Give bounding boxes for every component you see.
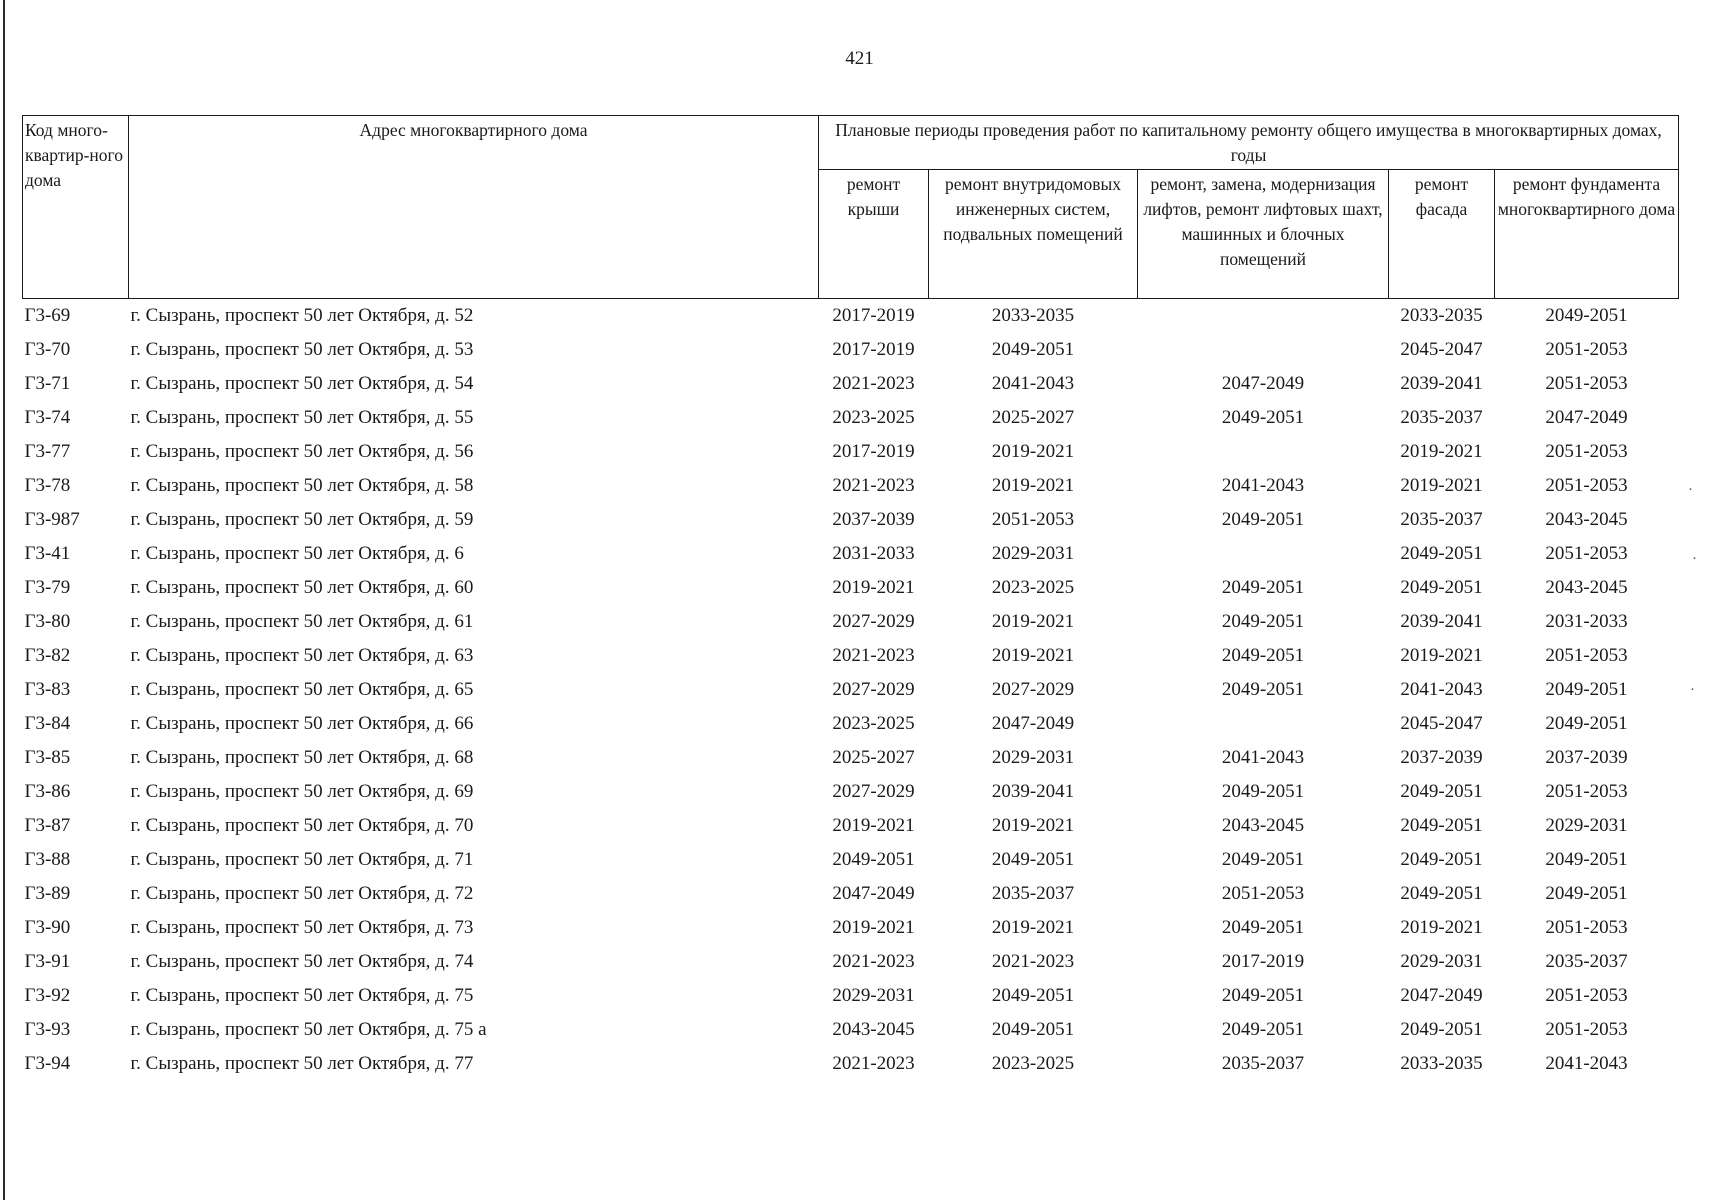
cell-engineering-period: 2019-2021	[991, 441, 1075, 462]
cell-address: г. Сызрань, проспект 50 лет Октября, д. 53	[130, 339, 474, 360]
cell-building-code: Г3-83	[24, 679, 71, 700]
table-row	[23, 537, 1679, 571]
cell-address: г. Сызрань, проспект 50 лет Октября, д. 65	[130, 679, 474, 700]
table-row	[23, 401, 1679, 435]
cell-elevator-period	[1138, 333, 1389, 367]
cell-engineering-period: 2019-2021	[991, 815, 1075, 836]
table-row	[23, 435, 1679, 469]
cell-engineering-period: 2049-2051	[991, 339, 1075, 360]
cell-building-code: Г3-987	[24, 509, 80, 530]
cell-facade-period: 2019-2021	[1400, 645, 1483, 666]
cell-roof-period: 2021-2023	[832, 475, 915, 496]
cell-building-code: Г3-87	[24, 815, 71, 836]
cell-facade-period: 2045-2047	[1400, 339, 1483, 360]
cell-address: г. Сызрань, проспект 50 лет Октября, д. 63	[130, 645, 474, 666]
cell-facade-period: 2049-2051	[1400, 815, 1483, 836]
table-row	[23, 571, 1679, 605]
cell-address: г. Сызрань, проспект 50 лет Октября, д. 74	[130, 951, 474, 972]
cell-elevator-period	[1138, 299, 1389, 334]
cell-foundation-period: 2043-2045	[1545, 509, 1628, 530]
cell-roof-period: 2027-2029	[832, 781, 915, 802]
cell-building-code: Г3-82	[24, 645, 71, 666]
table-body	[23, 299, 1679, 1082]
cell-roof-period: 2047-2049	[832, 883, 915, 904]
table-row	[23, 503, 1679, 537]
cell-foundation-period: 2049-2051	[1545, 713, 1628, 734]
cell-engineering-period: 2039-2041	[991, 781, 1075, 802]
cell-address: г. Сызрань, проспект 50 лет Октября, д. 75	[130, 985, 474, 1006]
scan-speck: ·	[1692, 551, 1697, 567]
cell-facade-period: 2033-2035	[1400, 305, 1483, 326]
header-address: Адрес многоквартирного дома	[129, 116, 819, 299]
cell-engineering-period: 2023-2025	[991, 577, 1075, 598]
cell-facade-period: 2037-2039	[1400, 747, 1483, 768]
cell-elevator-period: 2049-2051	[1221, 509, 1305, 530]
cell-building-code: Г3-86	[24, 781, 71, 802]
cell-foundation-period: 2051-2053	[1545, 917, 1628, 938]
cell-elevator-period: 2041-2043	[1221, 747, 1305, 768]
cell-roof-period: 2019-2021	[832, 577, 915, 598]
cell-elevator-period: 2043-2045	[1221, 815, 1305, 836]
page-edge-line	[3, 0, 5, 1200]
cell-elevator-period: 2049-2051	[1221, 611, 1305, 632]
page-number: 421	[845, 48, 874, 69]
cell-building-code: Г3-78	[24, 475, 71, 496]
cell-address: г. Сызрань, проспект 50 лет Октября, д. 58	[130, 475, 474, 496]
cell-elevator-period	[1138, 435, 1389, 469]
cell-facade-period: 2049-2051	[1400, 577, 1483, 598]
cell-building-code: Г3-94	[24, 1053, 71, 1074]
table-row	[23, 741, 1679, 775]
cell-address: г. Сызрань, проспект 50 лет Октября, д. 61	[130, 611, 474, 632]
cell-facade-period: 2029-2031	[1400, 951, 1483, 972]
table-row	[23, 299, 1679, 334]
cell-roof-period: 2025-2027	[832, 747, 915, 768]
table-row	[23, 945, 1679, 979]
cell-foundation-period: 2043-2045	[1545, 577, 1628, 598]
cell-engineering-period: 2019-2021	[991, 475, 1075, 496]
cell-foundation-period: 2029-2031	[1545, 815, 1628, 836]
cell-facade-period: 2019-2021	[1400, 441, 1483, 462]
header-roof-repair: ремонт крыши	[819, 170, 929, 299]
cell-roof-period: 2021-2023	[832, 373, 915, 394]
cell-engineering-period: 2019-2021	[991, 917, 1075, 938]
cell-engineering-period: 2049-2051	[991, 849, 1075, 870]
cell-facade-period: 2039-2041	[1400, 373, 1483, 394]
cell-roof-period: 2021-2023	[832, 1053, 915, 1074]
cell-roof-period: 2023-2025	[832, 713, 915, 734]
table-row	[23, 979, 1679, 1013]
cell-elevator-period: 2049-2051	[1221, 917, 1305, 938]
cell-foundation-period: 2051-2053	[1545, 781, 1628, 802]
cell-foundation-period: 2049-2051	[1545, 883, 1628, 904]
cell-facade-period: 2049-2051	[1400, 883, 1483, 904]
cell-address: г. Сызрань, проспект 50 лет Октября, д. 70	[130, 815, 474, 836]
cell-foundation-period: 2037-2039	[1545, 747, 1628, 768]
cell-foundation-period: 2035-2037	[1545, 951, 1628, 972]
cell-engineering-period: 2049-2051	[991, 985, 1075, 1006]
cell-engineering-period: 2047-2049	[991, 713, 1075, 734]
cell-building-code: Г3-79	[24, 577, 71, 598]
table-row	[23, 911, 1679, 945]
cell-engineering-period: 2019-2021	[991, 645, 1075, 666]
cell-facade-period: 2019-2021	[1400, 475, 1483, 496]
cell-engineering-period: 2021-2023	[991, 951, 1075, 972]
table-row	[23, 367, 1679, 401]
table-row	[23, 877, 1679, 911]
repair-schedule-table	[22, 115, 1679, 1081]
cell-roof-period: 2031-2033	[832, 543, 915, 564]
cell-foundation-period: 2051-2053	[1545, 1019, 1628, 1040]
cell-engineering-period: 2023-2025	[991, 1053, 1075, 1074]
cell-roof-period: 2021-2023	[832, 951, 915, 972]
cell-roof-period: 2023-2025	[832, 407, 915, 428]
cell-building-code: Г3-74	[24, 407, 71, 428]
cell-address: г. Сызрань, проспект 50 лет Октября, д. 66	[130, 713, 474, 734]
cell-engineering-period: 2049-2051	[991, 1019, 1075, 1040]
cell-elevator-period: 2049-2051	[1221, 1019, 1305, 1040]
header-elevators: ремонт, замена, модернизация лифтов, ремонт лифтовых шахт, машинных и блочных помещений	[1138, 170, 1389, 299]
cell-engineering-period: 2035-2037	[991, 883, 1075, 904]
table-row	[23, 333, 1679, 367]
cell-facade-period: 2049-2051	[1400, 1019, 1483, 1040]
cell-elevator-period	[1138, 707, 1389, 741]
cell-foundation-period: 2041-2043	[1545, 1053, 1628, 1074]
cell-engineering-period: 2029-2031	[991, 747, 1075, 768]
cell-building-code: Г3-89	[24, 883, 71, 904]
cell-address: г. Сызрань, проспект 50 лет Октября, д. 77	[130, 1053, 474, 1074]
table-row	[23, 639, 1679, 673]
cell-facade-period: 2033-2035	[1400, 1053, 1483, 1074]
cell-elevator-period: 2041-2043	[1221, 475, 1305, 496]
cell-elevator-period: 2049-2051	[1221, 407, 1305, 428]
cell-foundation-period: 2047-2049	[1545, 407, 1628, 428]
cell-roof-period: 2043-2045	[832, 1019, 915, 1040]
cell-address: г. Сызрань, проспект 50 лет Октября, д. 54	[130, 373, 474, 394]
cell-elevator-period: 2051-2053	[1221, 883, 1305, 904]
table-row	[23, 843, 1679, 877]
table-row	[23, 809, 1679, 843]
cell-address: г. Сызрань, проспект 50 лет Октября, д. 69	[130, 781, 474, 802]
cell-facade-period: 2045-2047	[1400, 713, 1483, 734]
cell-building-code: Г3-92	[24, 985, 71, 1006]
cell-elevator-period: 2049-2051	[1221, 985, 1305, 1006]
cell-roof-period: 2049-2051	[832, 849, 915, 870]
cell-address: г. Сызрань, проспект 50 лет Октября, д. 75 а	[130, 1019, 487, 1040]
cell-building-code: Г3-69	[24, 305, 71, 326]
cell-engineering-period: 2029-2031	[991, 543, 1075, 564]
cell-building-code: Г3-84	[24, 713, 71, 734]
cell-foundation-period: 2051-2053	[1545, 645, 1628, 666]
cell-roof-period: 2017-2019	[832, 305, 915, 326]
cell-building-code: Г3-77	[24, 441, 71, 462]
cell-roof-period: 2019-2021	[832, 815, 915, 836]
cell-facade-period: 2035-2037	[1400, 407, 1483, 428]
cell-roof-period: 2021-2023	[832, 645, 915, 666]
cell-elevator-period: 2017-2019	[1221, 951, 1305, 972]
cell-building-code: Г3-85	[24, 747, 71, 768]
table-row	[23, 1047, 1679, 1081]
cell-engineering-period: 2041-2043	[991, 373, 1075, 394]
cell-elevator-period: 2049-2051	[1221, 645, 1305, 666]
cell-roof-period: 2027-2029	[832, 611, 915, 632]
cell-facade-period: 2047-2049	[1400, 985, 1483, 1006]
table-row	[23, 673, 1679, 707]
cell-address: г. Сызрань, проспект 50 лет Октября, д. 72	[130, 883, 474, 904]
cell-facade-period: 2039-2041	[1400, 611, 1483, 632]
table-row	[23, 775, 1679, 809]
cell-facade-period: 2049-2051	[1400, 781, 1483, 802]
cell-foundation-period: 2051-2053	[1545, 339, 1628, 360]
cell-engineering-period: 2051-2053	[991, 509, 1075, 530]
cell-building-code: Г3-91	[24, 951, 71, 972]
header-facade-repair: ремонт фасада	[1389, 170, 1495, 299]
cell-roof-period: 2019-2021	[832, 917, 915, 938]
cell-building-code: Г3-80	[24, 611, 71, 632]
cell-foundation-period: 2049-2051	[1545, 679, 1628, 700]
cell-foundation-period: 2051-2053	[1545, 441, 1628, 462]
table-row	[23, 469, 1679, 503]
cell-roof-period: 2029-2031	[832, 985, 915, 1006]
cell-address: г. Сызрань, проспект 50 лет Октября, д. 68	[130, 747, 474, 768]
header-planned-periods: Плановые периоды проведения работ по капитальному ремонту общего имущества в многоквартирных домах, годы	[819, 116, 1679, 170]
cell-roof-period: 2017-2019	[832, 339, 915, 360]
cell-address: г. Сызрань, проспект 50 лет Октября, д. 56	[130, 441, 474, 462]
cell-facade-period: 2035-2037	[1400, 509, 1483, 530]
table-row	[23, 707, 1679, 741]
header-foundation-repair: ремонт фундамента многоквартирного дома	[1495, 170, 1679, 299]
cell-address: г. Сызрань, проспект 50 лет Октября, д. 52	[130, 305, 474, 326]
cell-engineering-period: 2033-2035	[991, 305, 1075, 326]
cell-address: г. Сызрань, проспект 50 лет Октября, д. 71	[130, 849, 474, 870]
cell-roof-period: 2027-2029	[832, 679, 915, 700]
cell-address: г. Сызрань, проспект 50 лет Октября, д. 55	[130, 407, 474, 428]
cell-facade-period: 2019-2021	[1400, 917, 1483, 938]
cell-foundation-period: 2031-2033	[1545, 611, 1628, 632]
cell-facade-period: 2049-2051	[1400, 849, 1483, 870]
cell-roof-period: 2017-2019	[832, 441, 915, 462]
cell-building-code: Г3-41	[24, 543, 71, 564]
cell-elevator-period: 2049-2051	[1221, 679, 1305, 700]
cell-engineering-period: 2025-2027	[991, 407, 1075, 428]
cell-foundation-period: 2049-2051	[1545, 305, 1628, 326]
cell-building-code: Г3-88	[24, 849, 71, 870]
cell-building-code: Г3-70	[24, 339, 71, 360]
cell-elevator-period: 2049-2051	[1221, 577, 1305, 598]
cell-roof-period: 2037-2039	[832, 509, 915, 530]
cell-foundation-period: 2051-2053	[1545, 985, 1628, 1006]
scan-speck: ·	[1688, 482, 1693, 498]
cell-elevator-period	[1138, 537, 1389, 571]
cell-foundation-period: 2051-2053	[1545, 543, 1628, 564]
cell-address: г. Сызрань, проспект 50 лет Октября, д. 6	[130, 543, 464, 564]
cell-facade-period: 2049-2051	[1400, 543, 1483, 564]
cell-address: г. Сызрань, проспект 50 лет Октября, д. 60	[130, 577, 474, 598]
cell-elevator-period: 2035-2037	[1221, 1053, 1305, 1074]
cell-building-code: Г3-90	[24, 917, 71, 938]
cell-building-code: Г3-93	[24, 1019, 71, 1040]
cell-elevator-period: 2047-2049	[1221, 373, 1305, 394]
cell-address: г. Сызрань, проспект 50 лет Октября, д. 73	[130, 917, 474, 938]
header-building-code: Код много-квартир-ного дома	[23, 116, 129, 299]
table-row	[23, 1013, 1679, 1047]
cell-facade-period: 2041-2043	[1400, 679, 1483, 700]
header-engineering-systems: ремонт внутридомовых инженерных систем, подвальных помещений	[929, 170, 1138, 299]
cell-address: г. Сызрань, проспект 50 лет Октября, д. 59	[130, 509, 474, 530]
cell-elevator-period: 2049-2051	[1221, 849, 1305, 870]
cell-building-code: Г3-71	[24, 373, 71, 394]
scan-speck: ·	[1690, 682, 1695, 698]
cell-foundation-period: 2051-2053	[1545, 373, 1628, 394]
cell-engineering-period: 2027-2029	[991, 679, 1075, 700]
table-row	[23, 605, 1679, 639]
cell-foundation-period: 2049-2051	[1545, 849, 1628, 870]
cell-engineering-period: 2019-2021	[991, 611, 1075, 632]
cell-elevator-period: 2049-2051	[1221, 781, 1305, 802]
cell-foundation-period: 2051-2053	[1545, 475, 1628, 496]
